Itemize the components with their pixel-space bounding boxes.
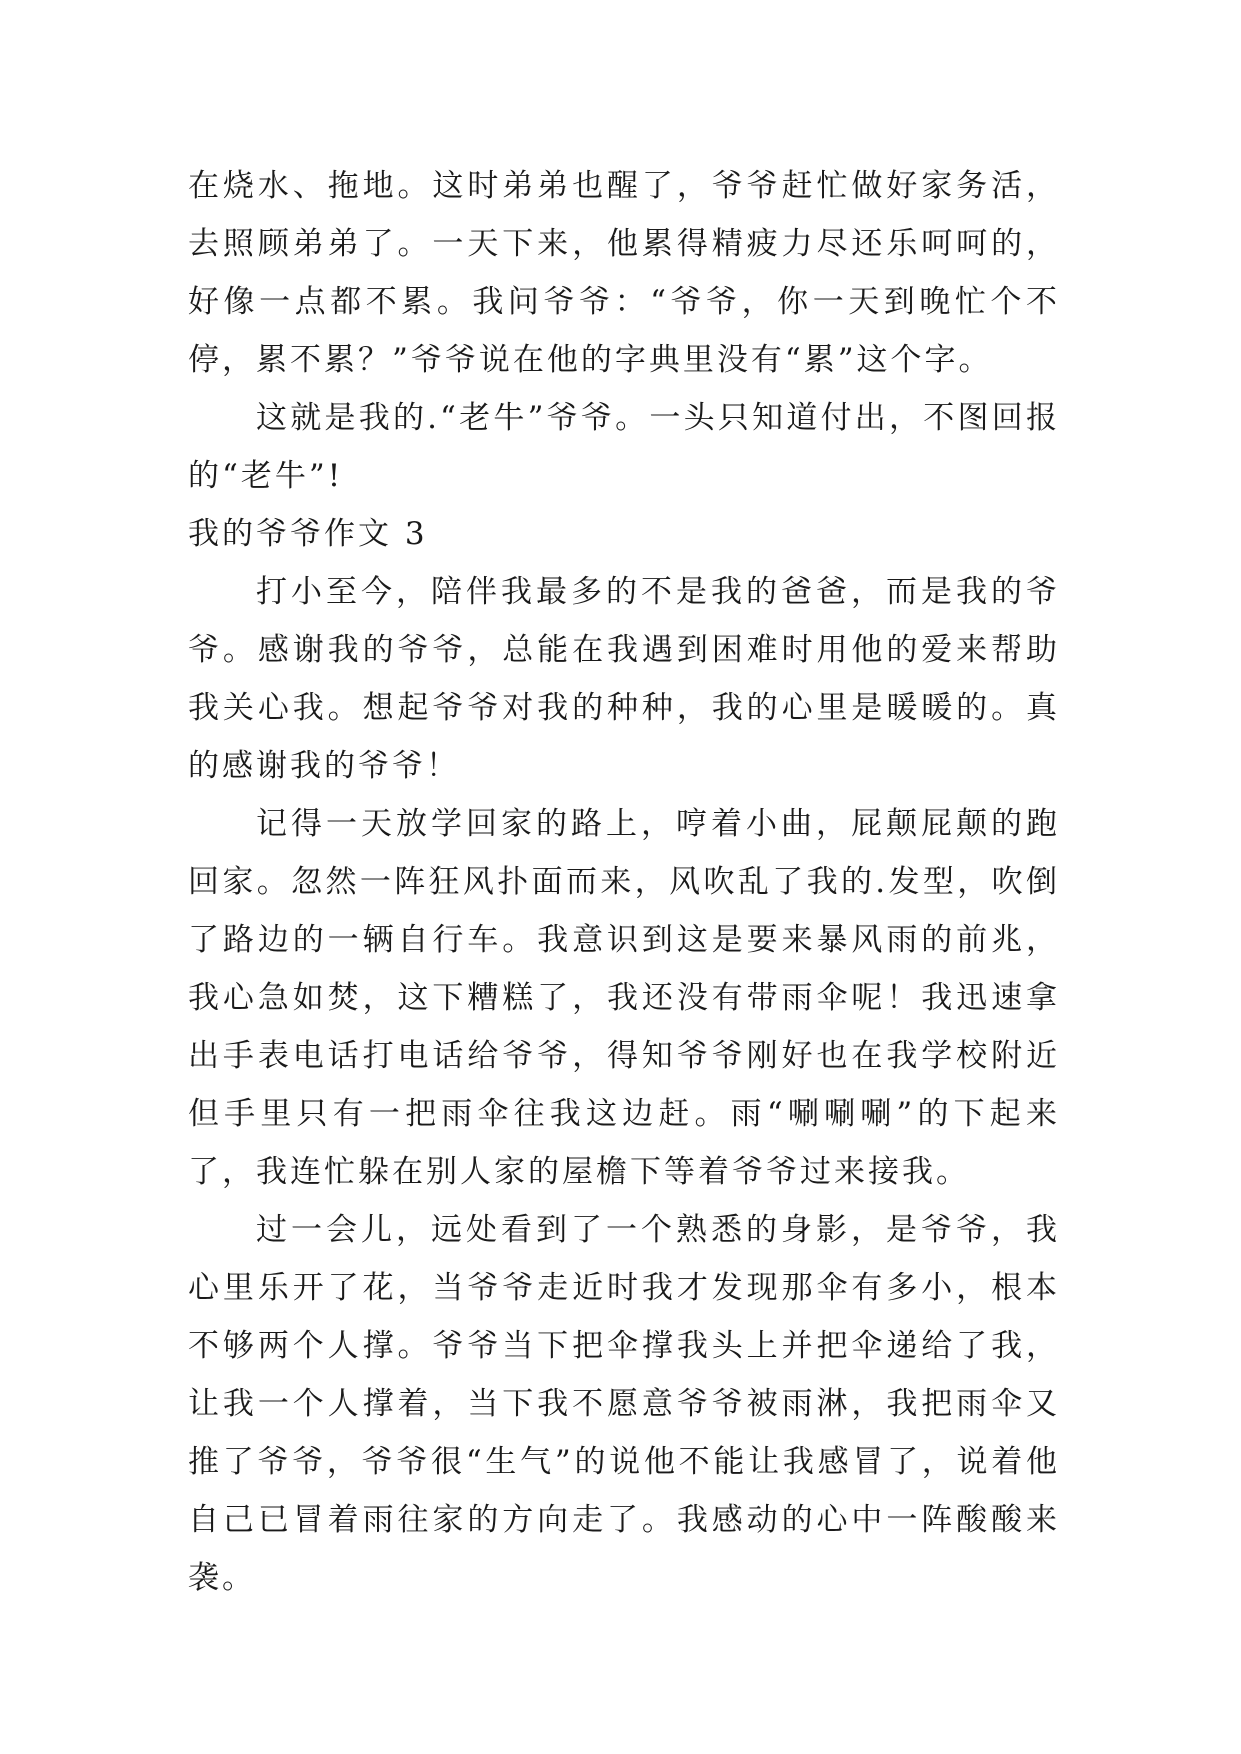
paragraph-1: 在烧水、拖地。这时弟弟也醒了，爷爷赶忙做好家务活，去照顾弟弟了。一天下来，他累得精疲力尽还乐呵呵的，好像一点都不累。我问爷爷：“爷爷，你一天到晚忙个不停，累不累？”爷爷说在他的字典里没有“累”这个字。 (188, 168, 1060, 378)
paragraph-2: 这就是我的.“老牛”爷爷。一头只知道付出，不图回报的“老牛”! (188, 400, 1060, 494)
paragraph-3: 打小至今，陪伴我最多的不是我的爸爸，而是我的爷爷。感谢我的爷爷，总能在我遇到困难时用他的爱来帮助我关心我。想起爷爷对我的种种，我的心里是暖暖的。真的感谢我的爷爷！ (188, 574, 1060, 784)
paragraph-5: 过一会儿，远处看到了一个熟悉的身影，是爷爷，我心里乐开了花，当爷爷走近时我才发现那伞有多小，根本不够两个人撑。爷爷当下把伞撑我头上并把伞递给了我，让我一个人撑着，当下我不愿意爷爷被雨淋，我把雨伞又推了爷爷，爷爷很“生气”的说他不能让我感冒了，说着他自己已冒着雨往家的方向走了。我感动的心中一阵酸酸来袭。 (188, 1212, 1060, 1596)
document-body (188, 157, 1060, 1607)
section-heading: 我的爷爷作文 3 (188, 516, 428, 552)
paragraph-4: 记得一天放学回家的路上，哼着小曲，屁颠屁颠的跑回家。忽然一阵狂风扑面而来，风吹乱了我的.发型，吹倒了路边的一辆自行车。我意识到这是要来暴风雨的前兆，我心急如焚，这下糟糕了，我还没有带雨伞呢！我迅速拿出手表电话打电话给爷爷，得知爷爷刚好也在我学校附近但手里只有一把雨伞往我这边赶。雨“唰唰唰”的下起来了，我连忙躲在别人家的屋檐下等着爷爷过来接我。 (188, 806, 1060, 1190)
